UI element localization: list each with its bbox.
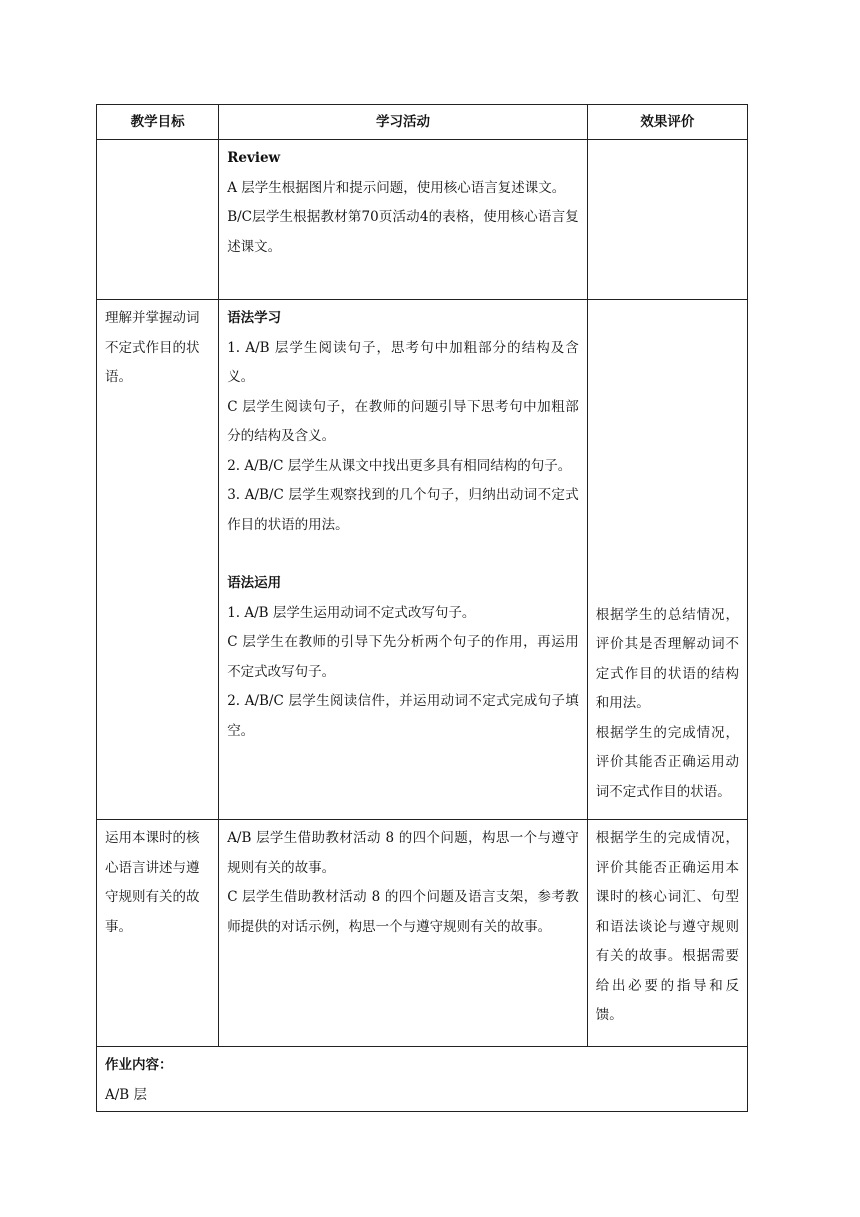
evaluation-line: 根据学生的总结情况，评价其是否理解动词不定式作目的状语的结构和用法。 (595, 606, 739, 711)
activity-line: 2. A/B/C 层学生从课文中找出更多具有相同结构的句子。 (227, 457, 572, 474)
homework-row (97, 1047, 748, 1112)
header-goal: 教学目标 (97, 105, 219, 140)
activity-line: C 层学生阅读句子，在教师的问题引导下思考句中加粗部分的结构及含义。 (227, 398, 579, 444)
table-header-row (97, 105, 748, 140)
table-row-grammar (97, 300, 748, 820)
section-title-grammar-study: 语法学习 (227, 310, 282, 326)
activity-line: C 层学生借助教材活动 8 的四个问题及语言支架，参考教师提供的对话示例，构思一个与遵守规则有关的故事。 (227, 889, 579, 935)
evaluation-cell-grammar (587, 300, 747, 820)
table-row-review (97, 140, 748, 300)
header-evaluation: 效果评价 (587, 105, 747, 140)
section-title-grammar-use: 语法运用 (227, 575, 282, 591)
evaluation-cell-review (587, 140, 747, 300)
header-activity: 学习活动 (219, 105, 588, 140)
lesson-plan-table (96, 104, 748, 1112)
activity-line: A 层学生根据图片和提示问题，使用核心语言复述课文。 (227, 179, 566, 196)
activity-line: 1. A/B 层学生阅读句子，思考句中加粗部分的结构及含义。 (227, 339, 579, 385)
homework-level: A/B 层 (105, 1086, 148, 1103)
goal-cell-review (97, 140, 219, 300)
homework-cell (97, 1047, 748, 1112)
activity-cell-review (219, 140, 588, 300)
activity-line: 3. A/B/C 层学生观察找到的几个句子，归纳出动词不定式作目的状语的用法。 (227, 487, 579, 533)
evaluation-cell-story (587, 820, 747, 1047)
goal-cell-story: 运用本课时的核心语言讲述与遵守规则有关的故事。 (97, 820, 219, 1047)
activity-line: A/B 层学生借助教材活动 8 的四个问题，构思一个与遵守规则有关的故事。 (227, 830, 579, 876)
activity-line: C 层学生在教师的引导下先分析两个句子的作用，再运用不定式改写句子。 (227, 634, 579, 680)
activity-cell-story (219, 820, 588, 1047)
activity-title-review: Review (227, 150, 281, 166)
activity-cell-grammar (219, 300, 588, 820)
evaluation-line: 根据学生的完成情况，评价其能否正确运用动词不定式作目的状语。 (595, 724, 739, 800)
table-row-story (97, 820, 748, 1047)
activity-line: 2. A/B/C 层学生阅读信件，并运用动词不定式完成句子填空。 (227, 693, 579, 739)
evaluation-line: 根据学生的完成情况，评价其能否正确运用本课时的核心词汇、句型和语法谈论与遵守规则有关的故事。根据需要给出必要的指导和反馈。 (595, 830, 739, 1023)
goal-cell-grammar: 理解并掌握动词不定式作目的状语。 (97, 300, 219, 820)
activity-line: 1. A/B 层学生运用动词不定式改写句子。 (227, 604, 476, 621)
activity-line: B/C层学生根据教材第70页活动4的表格，使用核心语言复述课文。 (227, 209, 579, 255)
homework-title: 作业内容： (105, 1057, 173, 1073)
